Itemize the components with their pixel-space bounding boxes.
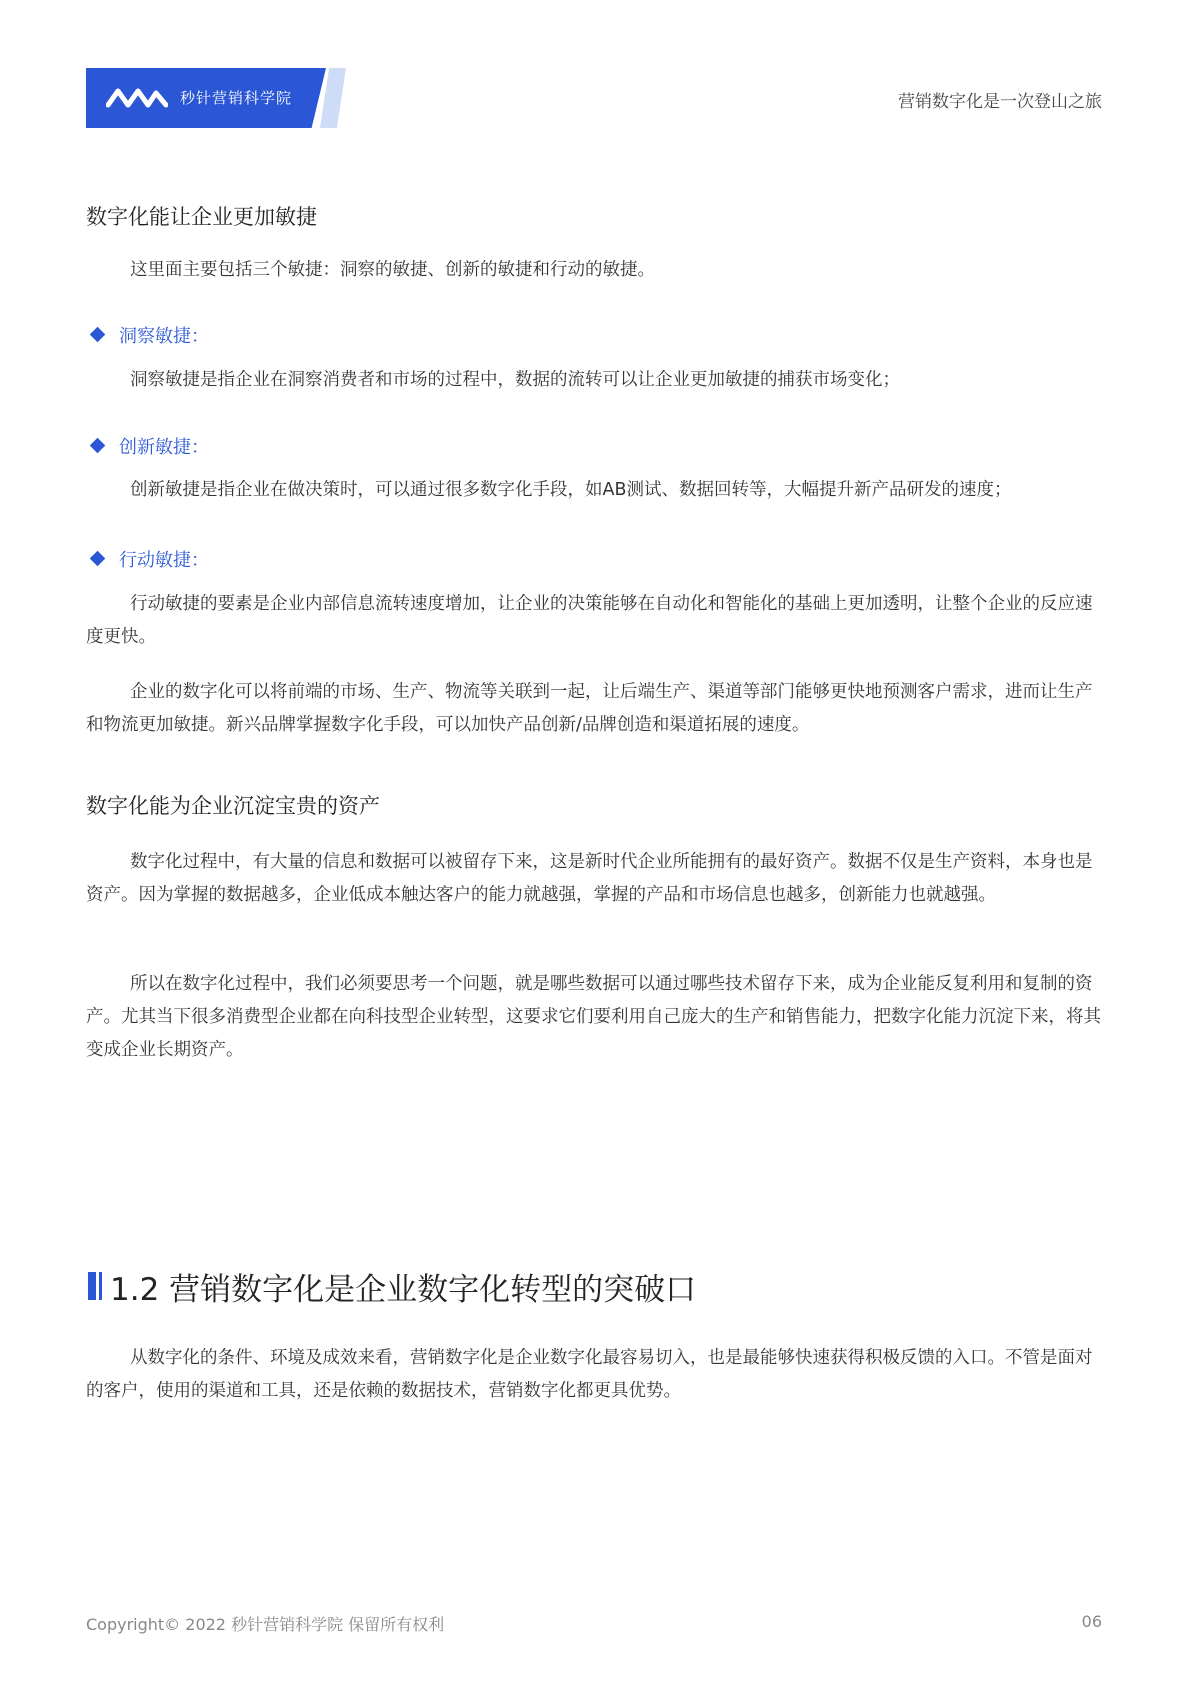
bullet-text-innovation: 创新敏捷是指企业在做决策时，可以通过很多数字化手段，如AB测试、数据回转等，大幅提升新产品研发的速度； <box>130 480 1012 500</box>
bullet-title: 洞察敏捷： <box>119 326 209 347</box>
section2-paragraph-2: 所以在数字化过程中，我们必须要思考一个问题，就是哪些数据可以通过哪些技术留存下来，成为企业能反复利用和复制的资产。尤其当下很多消费型企业都在向科技型企业转型，这要求它们要利用自己庞大的生产和销售能力，把数字化能力沉淀下来，将其变成企业长期资产。 <box>86 974 1101 1060</box>
diamond-bullet-icon <box>90 438 106 454</box>
chapter-heading-marker <box>88 1272 99 1300</box>
bullet-title: 行动敏捷： <box>119 550 209 571</box>
section3-paragraph-1: 从数字化的条件、环境及成效来看，营销数字化是企业数字化最容易切入，也是最能够快速获得积极反馈的入口。不管是面对的客户，使用的渠道和工具，还是依赖的数据技术，营销数字化都更具优势。 <box>86 1348 1093 1401</box>
bullet-title: 创新敏捷： <box>119 437 209 458</box>
section-heading-agility: 数字化能让企业更加敏捷 <box>86 205 317 229</box>
page-number: 06 <box>1081 1612 1102 1631</box>
bullet-text-action: 行动敏捷的要素是企业内部信息流转速度增加，让企业的决策能够在自动化和智能化的基础上更加透明，让整个企业的反应速度更快。 <box>86 594 1093 647</box>
chapter-heading: 1.2 营销数字化是企业数字化转型的突破口 <box>110 1272 697 1308</box>
section2-paragraph-1: 数字化过程中，有大量的信息和数据可以被留存下来，这是新时代企业所能拥有的最好资产。数据不仅是生产资料，本身也是资产。因为掌握的数据越多，企业低成本触达客户的能力就越强，掌握的产品和市场信息也越多，创新能力也就越强。 <box>86 852 1093 905</box>
section-heading-assets: 数字化能为企业沉淀宝贵的资产 <box>86 794 380 818</box>
bullet-action-agility <box>92 546 209 572</box>
footer-copyright: Copyright© 2022 秒针营销科学院 保留所有权利 <box>86 1615 445 1634</box>
section1-closing-paragraph: 企业的数字化可以将前端的市场、生产、物流等关联到一起，让后端生产、渠道等部门能够更快地预测客户需求，进而让生产和物流更加敏捷。新兴品牌掌握数字化手段，可以加快产品创新/品牌创造和渠道拓展的速度。 <box>86 682 1093 735</box>
brand-name: 秒针营销科学院 <box>180 89 293 107</box>
section-intro-paragraph: 这里面主要包括三个敏捷：洞察的敏捷、创新的敏捷和行动的敏捷。 <box>130 260 655 280</box>
bullet-innovation-agility <box>92 433 209 459</box>
diamond-bullet-icon <box>90 327 106 343</box>
bullet-text-insight: 洞察敏捷是指企业在洞察消费者和市场的过程中，数据的流转可以让企业更加敏捷的捕获市场变化； <box>130 370 900 390</box>
header-document-title: 营销数字化是一次登山之旅 <box>898 92 1102 112</box>
header-accent-stripe <box>320 68 346 128</box>
diamond-bullet-icon <box>90 551 106 567</box>
bullet-insight-agility <box>92 322 209 348</box>
brand-logo-icon <box>106 83 168 113</box>
